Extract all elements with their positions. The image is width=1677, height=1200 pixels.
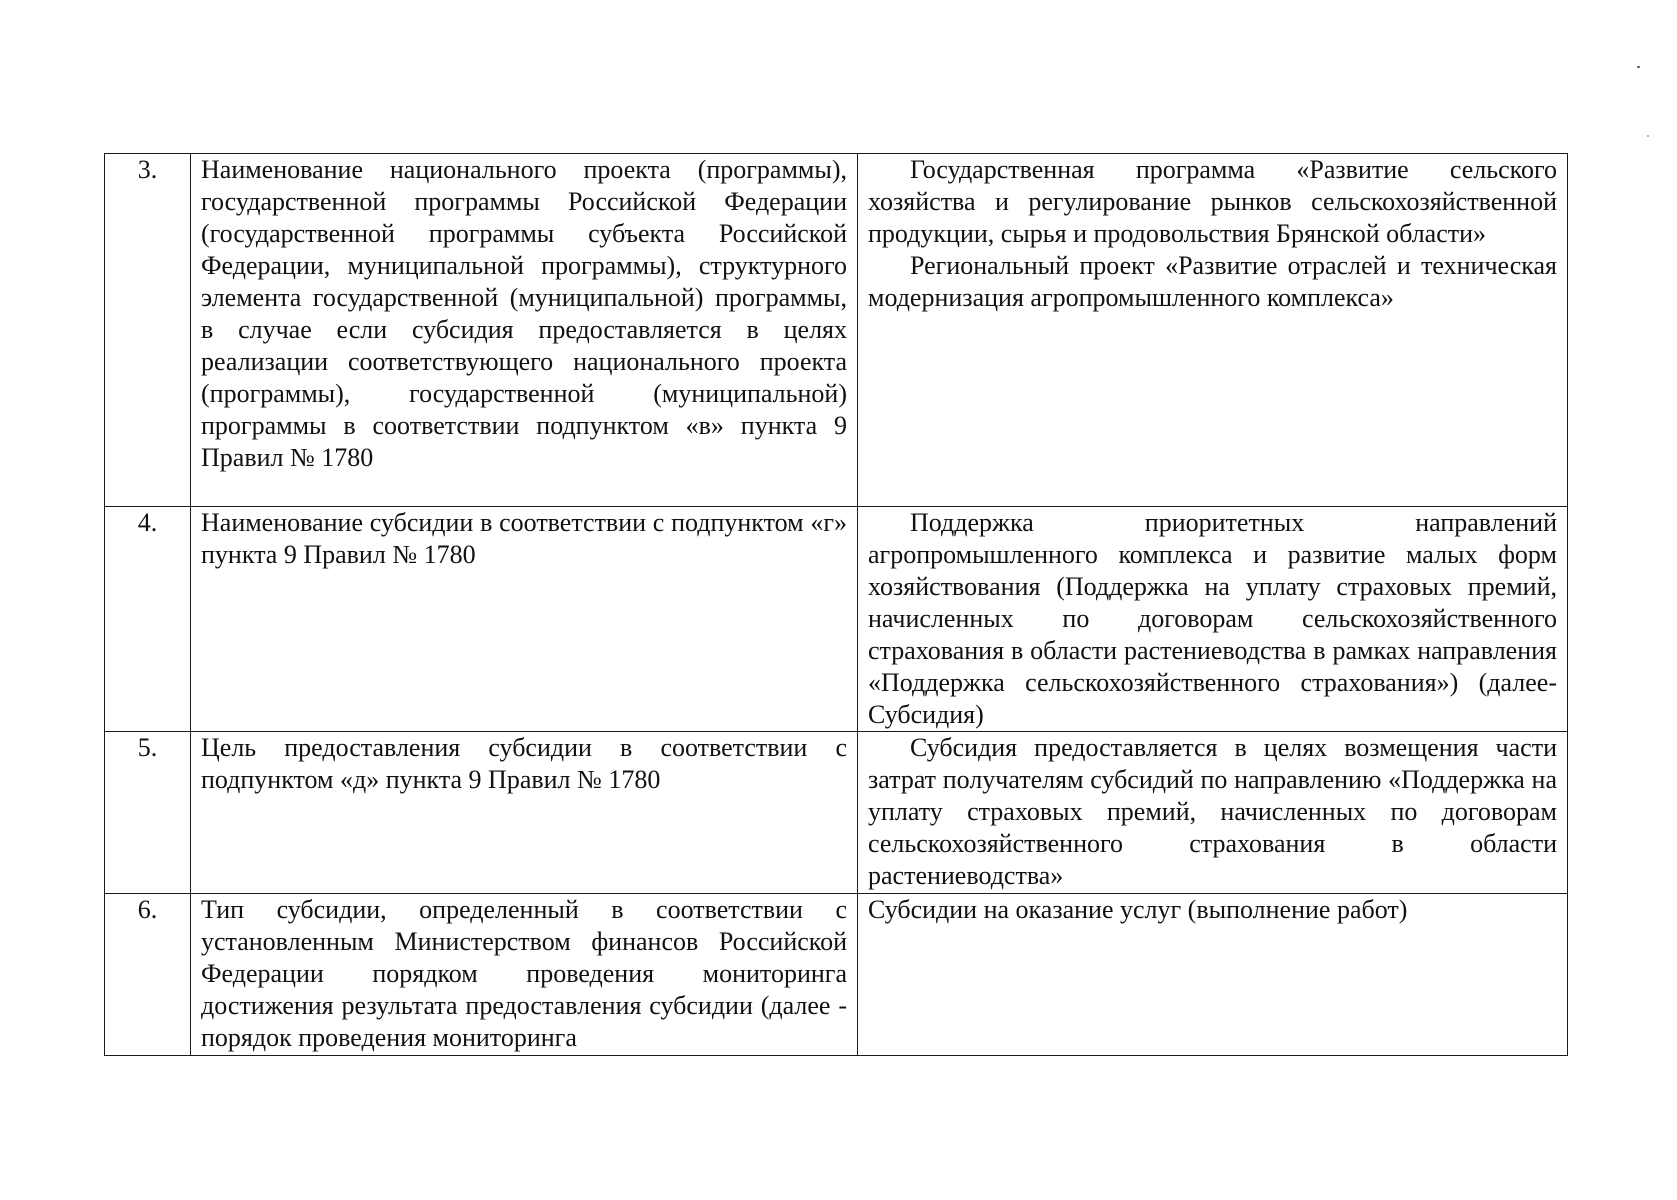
row-value-paragraph: Поддержка приоритетных направлений агропромышленного комплекса и развитие малых форм хозяйствования (Поддержка на уплату страховых премий, начисленных по договорам сельскохозяйственного страхования в области растениеводства в рамках направления «Поддержка сельскохозяйственного страхования») (далее-Субсидия): [868, 508, 1557, 729]
row-value: [858, 154, 1568, 507]
row-value-paragraph: Региональный проект «Развитие отраслей и техническая модернизация агропромышленного комплекса»: [868, 251, 1557, 312]
row-label: Наименование субсидии в соответствии с подпунктом «г» пункта 9 Правил № 1780: [191, 507, 858, 732]
row-number: 5.: [105, 732, 191, 894]
row-value-paragraph: Субсидии на оказание услуг (выполнение работ): [868, 895, 1408, 924]
row-number: 3.: [105, 154, 191, 507]
table-row: [105, 507, 1568, 732]
row-value: [858, 732, 1568, 894]
scan-speck: [1647, 135, 1649, 137]
row-number: 6.: [105, 894, 191, 1056]
table-row: [105, 154, 1568, 507]
table-row: [105, 894, 1568, 1056]
row-value: [858, 507, 1568, 732]
row-label: Наименование национального проекта (программы), государственной программы Российской Федерации (государственной программы субъекта Российской Федерации, муниципальной программы), структурного элемента государственной (муниципальной) программы, в случае если субсидия предоставляется в целях реализации соответствующего национального проекта (программы), государственной (муниципальной) программы в соответствии подпунктом «в» пункта 9 Правил № 1780: [191, 154, 858, 507]
scan-speck: [1637, 66, 1640, 68]
table-row: [105, 732, 1568, 894]
row-value-paragraph: Государственная программа «Развитие сельского хозяйства и регулирование рынков сельскохозяйственной продукции, сырья и продовольствия Брянской области»: [868, 155, 1557, 248]
subsidy-info-table: [104, 153, 1568, 1056]
row-label: Цель предоставления субсидии в соответствии с подпунктом «д» пункта 9 Правил № 1780: [191, 732, 858, 894]
row-label: Тип субсидии, определенный в соответствии с установленным Министерством финансов Российской Федерации порядком проведения мониторинга достижения результата предоставления субсидии (далее - порядок проведения мониторинга: [191, 894, 858, 1056]
row-value-paragraph: Субсидия предоставляется в целях возмещения части затрат получателям субсидий по направлению «Поддержка на уплату страховых премий, начисленных по договорам сельскохозяйственного страхования в области растениеводства»: [868, 733, 1557, 890]
row-value: [858, 894, 1568, 1056]
row-number: 4.: [105, 507, 191, 732]
